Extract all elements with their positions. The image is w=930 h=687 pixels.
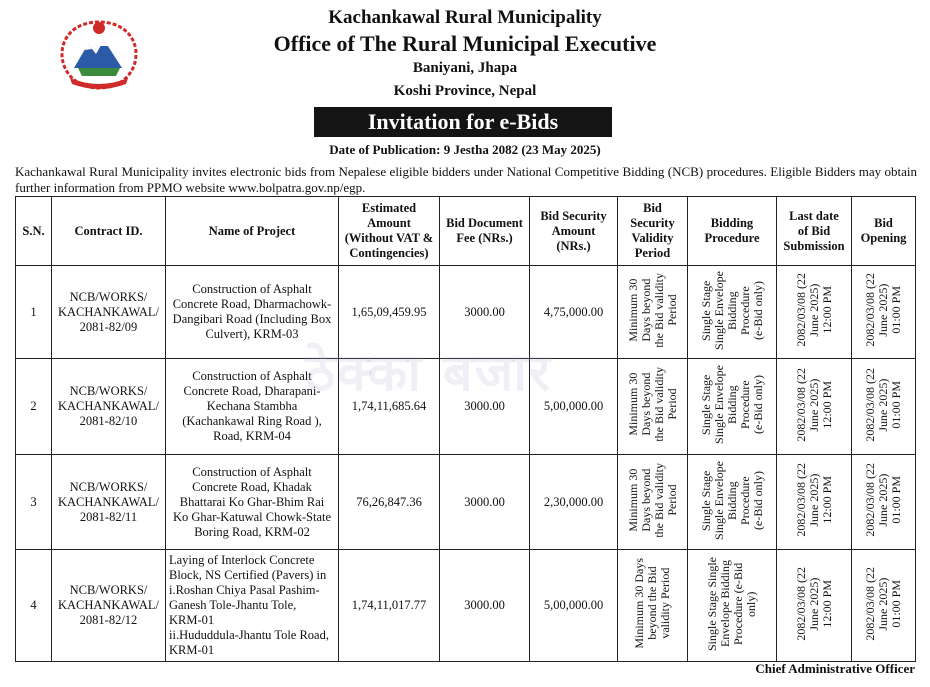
cell-text: 2082/03/08 (22	[793, 367, 808, 442]
cell-text: the Bid validity	[651, 272, 666, 348]
cell-validity	[618, 455, 688, 550]
cell-project	[166, 550, 339, 662]
header-text: Bid	[874, 216, 893, 230]
header-text: Opening	[860, 231, 907, 245]
cell-text: Construction of Asphalt	[192, 369, 312, 383]
cell-project	[166, 359, 339, 455]
cell-text: 2081-82/11	[79, 509, 138, 524]
cell-text: 01:00 PM	[889, 380, 903, 429]
cell-text: Single Stage	[698, 279, 713, 341]
cell-text: 2082/03/08 (22	[863, 463, 877, 537]
cell-amount: 1,74,11,685.64	[339, 359, 440, 455]
cell-text: June 2025)	[806, 283, 821, 337]
cell-validity	[618, 359, 688, 455]
cell-security: 4,75,000.00	[530, 266, 618, 359]
cell-sn: 1	[16, 266, 52, 359]
header-text: Security	[630, 216, 675, 230]
header-sn: S.N.	[16, 197, 52, 266]
header-bidding-procedure	[688, 197, 777, 266]
vertical-text	[795, 463, 834, 537]
cell-text: 2082/03/08 (22	[793, 463, 808, 537]
cell-text: NCB/WORKS/	[69, 479, 148, 494]
cell-security: 5,00,000.00	[530, 359, 618, 455]
cell-text: Road, KRM-04	[213, 429, 291, 443]
cell-text: Minimum 30	[625, 468, 640, 532]
cell-text: 01:00 PM	[889, 476, 903, 524]
vertical-text	[627, 273, 679, 348]
cell-contract-id	[52, 359, 166, 455]
cell-text: Construction of Asphalt	[192, 282, 312, 296]
header-text: Period	[634, 246, 671, 260]
vertical-text	[795, 273, 834, 347]
vertical-text	[864, 368, 903, 442]
intro-paragraph: Kachankawal Rural Municipality invites electronic bids from Nepalese eligible bidders under National Competitive Bidding (NCB) procedures. Eligible Bidders may obtain further information from PPMO website www.bolpatra.gov.np/egp.	[15, 164, 917, 195]
header-text: Validity	[631, 231, 674, 245]
header-text: Bid Security	[540, 208, 607, 223]
cell-text: 01:00 PM	[889, 286, 903, 334]
cell-text: Procedure	[737, 285, 752, 335]
header-text: Submission	[783, 238, 845, 253]
cell-security: 5,00,000.00	[530, 550, 618, 662]
cell-text: Envelope Bidding	[718, 560, 732, 647]
header-contract-id: Contract ID.	[52, 197, 166, 266]
cell-opening	[852, 266, 916, 359]
cell-fee: 3000.00	[440, 550, 530, 662]
cell-contract-id	[52, 266, 166, 359]
cell-text: the Bid validity	[651, 367, 666, 442]
cell-text: Ko Ghar-Katuwal Chowk-State	[172, 509, 332, 524]
header-last-date	[777, 197, 852, 266]
cell-text: 2081-82/09	[79, 319, 138, 334]
address-line-1: Baniyani, Jhapa	[412, 60, 518, 76]
cell-text: June 2025)	[876, 473, 890, 527]
vertical-text	[795, 368, 834, 442]
cell-text: (e-Bid only)	[750, 375, 765, 434]
header-text: Bid	[643, 201, 662, 215]
cell-text: 12:00 PM	[819, 286, 834, 334]
cell-procedure	[688, 455, 777, 550]
header-security-amount	[530, 197, 618, 266]
cell-opening	[852, 550, 916, 662]
cell-last-date	[777, 455, 852, 550]
cell-text: Laying of Interlock Concrete	[169, 553, 315, 567]
cell-last-date	[777, 550, 852, 662]
cell-text: Bidding	[724, 480, 739, 520]
header-text: (NRs.)	[556, 238, 591, 253]
notice-title-banner: Invitation for e-Bids	[314, 107, 612, 137]
cell-amount: 1,65,09,459.95	[339, 266, 440, 359]
address-line-2: Koshi Province, Nepal	[393, 83, 537, 99]
cell-amount: 76,26,847.36	[339, 455, 440, 550]
header-text: Amount	[367, 216, 411, 230]
header-validity-period	[618, 197, 688, 266]
header-bid-opening	[852, 197, 916, 266]
signatory-title: Chief Administrative Officer	[755, 661, 915, 676]
cell-sn: 2	[16, 359, 52, 455]
cell-fee: 3000.00	[440, 455, 530, 550]
cell-text: NCB/WORKS/	[69, 384, 148, 398]
cell-text: 2081-82/12	[79, 613, 138, 627]
cell-text: (e-Bid only)	[750, 280, 765, 340]
vertical-text	[700, 271, 765, 350]
vertical-text	[633, 558, 672, 649]
cell-opening	[852, 359, 916, 455]
cell-text: the Bid validity	[651, 462, 666, 538]
header-doc-fee	[440, 197, 530, 266]
cell-text: Period	[664, 388, 679, 421]
table-row	[16, 550, 916, 662]
cell-procedure	[688, 359, 777, 455]
cell-text: 12:00 PM	[819, 579, 834, 628]
cell-text: (e-Bid only)	[750, 470, 765, 530]
cell-text: beyond the Bid	[645, 566, 659, 641]
header-text: (Without VAT &	[344, 231, 434, 245]
cell-text: 2082/03/08 (22	[863, 566, 877, 641]
cell-text: June 2025)	[806, 473, 821, 527]
cell-text: Bhattarai Ko Ghar-Bhim Rai	[179, 494, 325, 509]
cell-last-date	[777, 266, 852, 359]
cell-text: Procedure	[737, 380, 752, 429]
cell-procedure	[688, 550, 777, 662]
cell-text: KRM-01	[169, 613, 215, 627]
cell-text: Days beyond	[638, 468, 653, 532]
cell-text: KACHANKAWAL/	[57, 598, 160, 612]
cell-text: Concrete Road, Dharapani-	[183, 384, 321, 398]
cell-text: Procedure (e-Bid	[731, 562, 745, 645]
vertical-text	[627, 463, 679, 538]
cell-last-date	[777, 359, 852, 455]
cell-sn: 3	[16, 455, 52, 550]
header-text: Estimated	[361, 201, 417, 215]
cell-text: Culvert), KRM-03	[205, 327, 299, 341]
cell-text: Boring Road, KRM-02	[194, 524, 310, 539]
header-text: Amount	[551, 223, 596, 238]
cell-text: June 2025)	[806, 378, 821, 431]
cell-text: validity Period	[658, 568, 672, 639]
cell-text: NCB/WORKS/	[69, 289, 148, 304]
cell-text: Minimum 30 Days	[632, 558, 646, 649]
cell-text: June 2025)	[876, 283, 890, 337]
cell-project	[166, 266, 339, 359]
cell-text: 12:00 PM	[819, 476, 834, 524]
cell-text: 2082/03/08 (22	[793, 273, 808, 347]
publication-date: Date of Publication: 9 Jestha 2082 (23 May 2025)	[329, 142, 601, 157]
cell-validity	[618, 266, 688, 359]
office-name: Office of The Rural Municipal Executive	[273, 31, 657, 56]
header-text: Contingencies)	[349, 246, 429, 260]
header-text: Bidding	[710, 216, 754, 230]
cell-text: Single Envelope	[711, 270, 726, 350]
cell-text: Kechana Stambha	[206, 399, 298, 413]
cell-text: KACHANKAWAL/	[57, 399, 160, 413]
cell-text: only)	[744, 590, 758, 617]
cell-text: 2082/03/08 (22	[793, 566, 808, 641]
cell-text: Ganesh Tole-Jhantu Tole,	[169, 598, 297, 612]
table-row	[16, 359, 916, 455]
header-text: Bid Document	[446, 216, 523, 230]
cell-text: (Kachankawal Ring Road ),	[182, 414, 322, 428]
cell-text: ii.Hududdula-Jhantu Tole Road,	[169, 628, 329, 642]
vertical-text	[627, 367, 679, 442]
cell-security: 2,30,000.00	[530, 455, 618, 550]
cell-sn: 4	[16, 550, 52, 662]
cell-text: Concrete Road, Dharmachowk-	[172, 297, 332, 311]
cell-procedure	[688, 266, 777, 359]
cell-validity	[618, 550, 688, 662]
cell-opening	[852, 455, 916, 550]
header-text: Last date	[789, 208, 839, 223]
cell-text: June 2025)	[876, 378, 890, 431]
cell-text: Single Envelope	[711, 460, 726, 540]
table-row	[16, 455, 916, 550]
vertical-text	[706, 557, 758, 651]
header-project-name: Name of Project	[166, 197, 339, 266]
cell-text: KACHANKAWAL/	[57, 304, 160, 319]
cell-text: Days beyond	[638, 373, 653, 436]
header-text: Fee (NRs.)	[456, 231, 513, 245]
cell-project	[166, 455, 339, 550]
vertical-text	[864, 463, 903, 537]
cell-text: Dangibari Road (Including Box	[172, 312, 332, 326]
cell-text: Construction of Asphalt	[192, 464, 312, 479]
table-row	[16, 266, 916, 359]
table-header-row	[16, 197, 916, 266]
cell-text: Bidding	[724, 290, 739, 330]
cell-text: KRM-01	[169, 643, 215, 657]
cell-fee: 3000.00	[440, 359, 530, 455]
bids-table	[15, 196, 916, 662]
cell-text: Single Stage Single	[705, 556, 719, 651]
cell-text: 2081-82/10	[79, 414, 138, 428]
vertical-text	[795, 567, 834, 641]
municipality-name: Kachankawal Rural Municipality	[328, 7, 602, 28]
cell-text: 2082/03/08 (22	[863, 367, 877, 442]
cell-text: Bidding	[724, 385, 739, 424]
cell-contract-id	[52, 550, 166, 662]
cell-text: Concrete Road, Khadak	[192, 479, 312, 494]
vertical-text	[864, 273, 903, 347]
cell-text: 12:00 PM	[819, 380, 834, 429]
cell-text: Minimum 30	[625, 372, 640, 436]
watermark-text: ठेक्का बजार	[305, 343, 553, 403]
vertical-text	[864, 567, 903, 641]
cell-text: NCB/WORKS/	[69, 583, 148, 597]
cell-text: June 2025)	[876, 577, 890, 630]
letterhead	[0, 6, 930, 103]
cell-text: Single Stage	[698, 374, 713, 435]
cell-text: Block, NS Certified (Pavers) in	[169, 568, 327, 582]
cell-amount: 1,74,11,017.77	[339, 550, 440, 662]
header-text: Procedure	[704, 231, 760, 245]
cell-contract-id	[52, 455, 166, 550]
cell-text: i.Roshan Chiya Pasal Pashim-	[169, 583, 320, 597]
cell-text: 2082/03/08 (22	[863, 273, 877, 347]
cell-text: Single Stage	[698, 469, 713, 531]
cell-text: Days beyond	[638, 278, 653, 342]
cell-fee: 3000.00	[440, 266, 530, 359]
cell-text: 01:00 PM	[889, 579, 903, 628]
cell-text: Single Envelope	[711, 365, 726, 444]
vertical-text	[700, 365, 765, 444]
header-text: of Bid	[797, 223, 831, 238]
header-estimated-amount	[339, 197, 440, 266]
cell-text: Period	[664, 294, 679, 326]
cell-text: Minimum 30	[625, 278, 640, 342]
vertical-text	[700, 461, 765, 540]
cell-text: June 2025)	[806, 577, 821, 630]
cell-text: Period	[664, 484, 679, 516]
cell-text: Procedure	[737, 475, 752, 525]
cell-text: KACHANKAWAL/	[57, 494, 160, 509]
